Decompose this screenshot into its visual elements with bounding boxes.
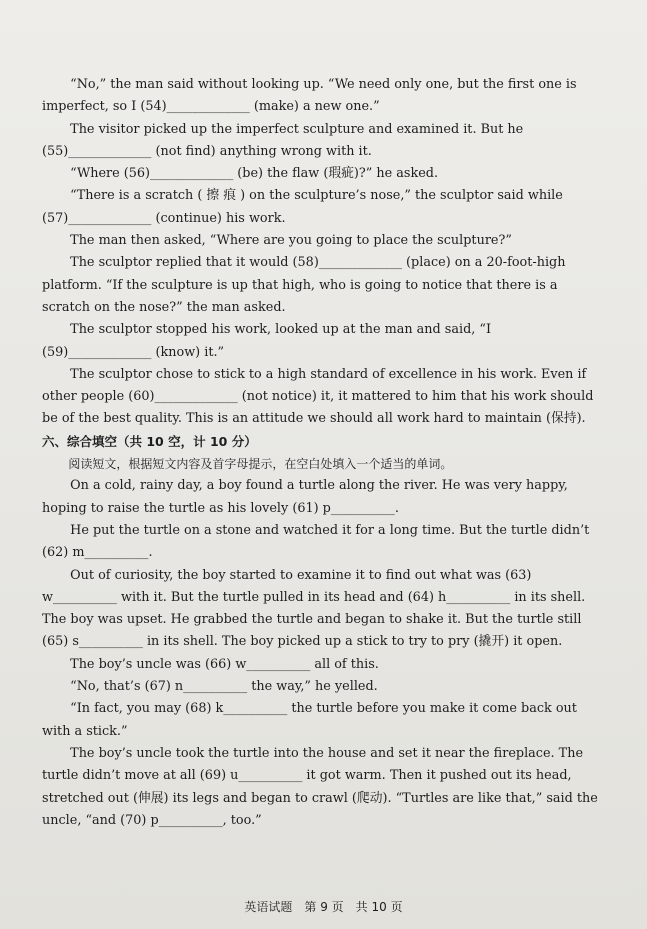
paragraph-55: The visitor picked up the imperfect sculpture and examined it. But he (55)_____________ (not find) anything wrong with it.	[42, 121, 524, 159]
section-instruction: 阅读短文，根据短文内容及首字母提示，在空白处填入一个适当的单词。	[68, 457, 453, 472]
paragraph-58: The sculptor replied that it would (58)_____________ (place) on a 20-foot-high platform. “If the sculpture is up that high, who is going to notice that there is a scratch on the nose?” the man asked.	[42, 255, 566, 315]
paragraph-69-70: The boy’s uncle took the turtle into the house and set it near the fireplace. The turtle didn’t move at all (69) u__________ it got warm. Then it pushed out its head, stretched out (伸展) its legs and began to crawl (爬动). “Turtles are like that,” said the uncle, “and (70) p__________, too.”	[42, 745, 598, 828]
paragraph-57: “There is a scratch ( 擦 痕 ) on the sculpture’s nose,” the sculptor said while (57)_____________ (continue) his work.	[42, 188, 563, 226]
paragraph-62: He put the turtle on a stone and watched it for a long time. But the turtle didn’t (62) m__________.	[42, 522, 590, 561]
paragraph-56: “Where (56)_____________ (be) the flaw (瑕疵)?” he asked.	[70, 166, 439, 182]
page-footer: 英语试题 第 9 页 共 10 页	[244, 900, 403, 914]
exam-content	[42, 74, 602, 832]
paragraph-59: The sculptor stopped his work, looked up at the man and said, “I (59)_____________ (know) it.”	[42, 322, 492, 360]
paragraph-60: The sculptor chose to stick to a high standard of excellence in his work. Even if other people (60)_____________ (not notice) it, it mattered to him that his work should be of the best quality. This is an attitude we should all work hard to maintain (保持).	[42, 366, 594, 427]
paragraph-61: On a cold, rainy day, a boy found a turtle along the river. He was very happy, hoping to raise the turtle as his lovely (61) p__________.	[42, 478, 568, 516]
paragraph-54: “No,” the man said without looking up. “We need only one, but the first one is imperfect, so I (54)_____________ (make) a new one.”	[42, 77, 577, 115]
paragraph-66: The boy’s uncle was (66) w__________ all of this.	[70, 656, 379, 672]
paragraph-63-65: Out of curiosity, the boy started to examine it to find out what was (63) w__________ with it. But the turtle pulled in its head and (64) h__________ in its shell. The boy was upset. He grabbed the turtle and began to shake it. But the turtle still (65) s__________ in its shell. The boy picked up a stick to try to pry (撬开) it open.	[42, 567, 586, 650]
paragraph-67: “No, that’s (67) n__________ the way,” he yelled.	[70, 679, 378, 695]
paragraph-68: “In fact, you may (68) k__________ the turtle before you make it come back out with a stick.”	[42, 701, 577, 739]
section-heading: 六、综合填空（共 10 空，计 10 分）	[42, 433, 257, 449]
paragraph-question: The man then asked, “Where are you going to place the sculpture?”	[70, 233, 512, 249]
